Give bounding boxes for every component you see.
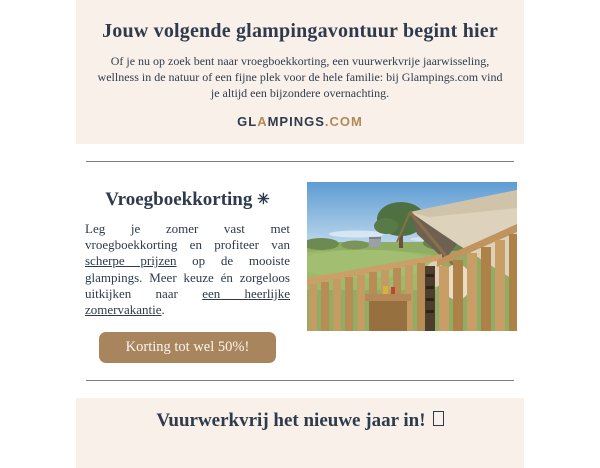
body-text: Leg je zomer vast met vroegboekkorting en profiteer van (85, 221, 290, 253)
email-container (76, 0, 524, 468)
summer-holiday-link[interactable]: een heerlijke zomervakantie (85, 285, 290, 318)
body-text: . (161, 302, 165, 318)
logo-segment: .COM (324, 114, 363, 129)
hero-section (76, 0, 524, 144)
glamping-photo[interactable] (307, 182, 517, 331)
hero-title: Jouw volgende glampingavontuur begint hier (102, 20, 498, 42)
early-booking-body (85, 221, 290, 318)
logo-segment: MPINGS (267, 114, 325, 129)
fireworks-title: Vuurwerkvrij het nieuwe jaar in! (156, 410, 443, 432)
missing-emoji-glyph-icon (433, 411, 444, 426)
sharp-prices-link[interactable]: scherpe prijzen (85, 253, 177, 269)
brand-logo[interactable] (237, 114, 363, 129)
early-booking-section (76, 162, 524, 363)
hero-body-line: wellness in de natuur of een fijne plek voor de hele familie: bij Glampings.com vind (97, 70, 503, 84)
discount-button[interactable]: Korting tot wel 50%! (99, 332, 276, 363)
hero-body (90, 53, 510, 101)
body-text: op de mooiste glampings. Meer keuze én zorgeloos uitkijken naar (85, 253, 290, 301)
early-booking-text-column (85, 182, 290, 363)
hero-body-line: Of je nu op zoek bent naar vroegboekkorting, een vuurwerkvrije jaarwisseling, (110, 54, 490, 68)
early-booking-title: Vroegboekkorting ✳ (105, 189, 270, 210)
sparkle-sun-icon: ✳ (257, 192, 270, 208)
section-divider (86, 380, 514, 381)
logo-segment: A (257, 114, 268, 129)
fireworks-section (76, 398, 524, 468)
hero-body-line: je altijd een bijzondere overnachting. (210, 86, 390, 100)
logo-segment: GL (237, 114, 258, 129)
